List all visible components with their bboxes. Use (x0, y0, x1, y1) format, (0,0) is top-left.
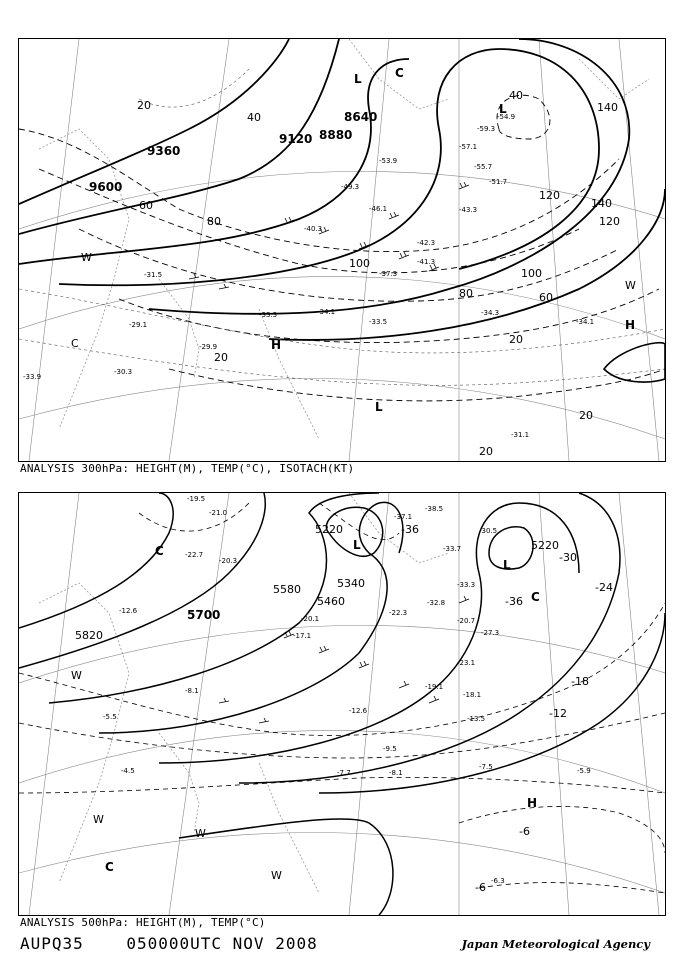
svg-text:-42.3: -42.3 (417, 239, 436, 247)
chart-code: AUPQ35 (20, 934, 84, 953)
agency-name: Japan Meteorological Agency (461, 937, 650, 951)
svg-text:-12.6: -12.6 (119, 607, 138, 615)
svg-text:-8.1: -8.1 (389, 769, 403, 777)
height-label-8640: 8640 (344, 110, 378, 124)
isotach-label: 40 (509, 89, 523, 102)
svg-text:-12.6: -12.6 (349, 707, 368, 715)
isotach-label: 20 (509, 333, 523, 346)
svg-text:-33.5: -33.5 (369, 318, 388, 326)
isotach-label: 120 (599, 215, 620, 228)
map-500-canvas (19, 493, 665, 915)
svg-text:-6.3: -6.3 (491, 877, 505, 885)
svg-text:-32.8: -32.8 (427, 599, 446, 607)
svg-text:-37.1: -37.1 (394, 513, 413, 521)
cold-center: C (531, 590, 540, 604)
height-label-5700: 5700 (187, 608, 221, 622)
svg-text:-31.5: -31.5 (144, 271, 163, 279)
low-center: L (499, 102, 507, 116)
isotach-label: 140 (597, 101, 618, 114)
low-center: L (353, 538, 361, 552)
svg-text:-29.9: -29.9 (199, 343, 218, 351)
upper-chart-caption: ANALYSIS 300hPa: HEIGHT(M), TEMP(°C), ISOTACH(KT) (20, 462, 355, 475)
svg-text:-46.1: -46.1 (369, 205, 388, 213)
warm-center: W (625, 279, 636, 292)
coastline (39, 493, 449, 893)
height-label-5340: 5340 (337, 577, 365, 590)
station-temperatures (103, 495, 591, 885)
high-center: H (625, 318, 636, 332)
chart-timestamp: 050000UTC NOV 2008 (126, 934, 318, 953)
svg-text:-4.5: -4.5 (121, 767, 135, 775)
isotherm-label: -36 (401, 523, 419, 536)
svg-text:-34.1: -34.1 (317, 308, 336, 316)
isotach-label: 80 (207, 215, 221, 228)
cold-center: C (155, 544, 164, 558)
high-center: H (271, 338, 282, 352)
svg-text:-33.9: -33.9 (23, 373, 42, 381)
svg-text:-30.3: -30.3 (114, 368, 133, 376)
isotach-label: 80 (459, 287, 473, 300)
svg-text:-8.1: -8.1 (185, 687, 199, 695)
svg-text:-31.1: -31.1 (511, 431, 530, 439)
isotach-label: 120 (539, 189, 560, 202)
cold-center: C (71, 337, 79, 350)
warm-center: W (71, 669, 82, 682)
svg-text:-33.7: -33.7 (443, 545, 462, 553)
svg-text:-19.1: -19.1 (425, 683, 444, 691)
isotherm-contours (19, 69, 665, 385)
map-300-canvas (19, 39, 665, 461)
svg-text:-27.3: -27.3 (481, 629, 500, 637)
svg-text:-22.7: -22.7 (185, 551, 204, 559)
svg-text:-18.1: -18.1 (463, 691, 482, 699)
low-center: L (375, 400, 383, 414)
svg-text:-7.5: -7.5 (479, 763, 493, 771)
svg-text:-23.1: -23.1 (457, 659, 476, 667)
cold-center: C (105, 860, 114, 874)
low-center: L (503, 558, 511, 572)
wind-barbs (219, 596, 469, 723)
svg-text:-59.3: -59.3 (477, 125, 496, 133)
isotherm-label: -30 (559, 551, 577, 564)
isotach-label: 60 (139, 199, 153, 212)
analysis-300hpa-map (18, 38, 666, 462)
analysis-500hpa-map (18, 492, 666, 916)
svg-text:-37.3: -37.3 (379, 270, 398, 278)
svg-text:-22.3: -22.3 (389, 609, 408, 617)
warm-center: W (271, 869, 282, 882)
svg-text:-20.1: -20.1 (301, 615, 320, 623)
svg-text:-43.3: -43.3 (459, 206, 478, 214)
svg-text:-33.3: -33.3 (259, 311, 278, 319)
isotach-label: 60 (539, 291, 553, 304)
low-center: L (354, 72, 362, 86)
isotach-label: 20 (579, 409, 593, 422)
svg-text:-38.5: -38.5 (425, 505, 444, 513)
svg-text:-40.3: -40.3 (304, 225, 323, 233)
svg-text:-34.3: -34.3 (481, 309, 500, 317)
svg-text:-7.7: -7.7 (337, 769, 351, 777)
isotherm-label: -36 (505, 595, 523, 608)
svg-text:-29.1: -29.1 (129, 321, 148, 329)
height-label-5580: 5580 (273, 583, 301, 596)
svg-text:-41.3: -41.3 (417, 258, 436, 266)
svg-text:-17.1: -17.1 (293, 632, 312, 640)
isotach-label: 100 (521, 267, 542, 280)
isotach-label: 20 (479, 445, 493, 458)
high-center: H (527, 796, 538, 810)
isotherm-label: -24 (595, 581, 613, 594)
svg-text:-20.3: -20.3 (219, 557, 238, 565)
isotach-label: 20 (137, 99, 151, 112)
svg-text:-51.7: -51.7 (489, 178, 508, 186)
svg-text:-5.9: -5.9 (577, 767, 591, 775)
station-temperatures (23, 113, 594, 439)
chart-footer (20, 934, 318, 953)
lower-chart-caption: ANALYSIS 500hPa: HEIGHT(M), TEMP(°C) (20, 916, 266, 929)
isotach-label: 140 (591, 197, 612, 210)
svg-text:-9.5: -9.5 (383, 745, 397, 753)
isotach-label: 20 (214, 351, 228, 364)
svg-text:-57.1: -57.1 (459, 143, 478, 151)
height-label-9120: 9120 (279, 132, 313, 146)
svg-text:-13.5: -13.5 (467, 715, 486, 723)
svg-text:-49.3: -49.3 (341, 183, 360, 191)
isotach-label: 100 (349, 257, 370, 270)
warm-center: W (81, 251, 92, 264)
wind-barbs (189, 182, 469, 289)
svg-text:-30.5: -30.5 (479, 527, 498, 535)
svg-text:-54.9: -54.9 (497, 113, 516, 121)
cold-center: C (395, 66, 404, 80)
height-label-9600: 9600 (89, 180, 123, 194)
warm-center: W (93, 813, 104, 826)
isotherm-label: -6 (475, 881, 486, 894)
height-label-8880: 8880 (319, 128, 353, 142)
warm-center: W (195, 827, 206, 840)
svg-text:-5.5: -5.5 (103, 713, 117, 721)
isotherm-label: -6 (519, 825, 530, 838)
svg-text:-21.0: -21.0 (209, 509, 228, 517)
isotherm-label: -12 (549, 707, 567, 720)
isotherm-label: -18 (571, 675, 589, 688)
height-label-5220: 5220 (531, 539, 559, 552)
height-label-9360: 9360 (147, 144, 181, 158)
isotach-label: 40 (247, 111, 261, 124)
svg-text:-34.1: -34.1 (576, 318, 595, 326)
height-label-5460: 5460 (317, 595, 345, 608)
height-label-5220: 5220 (315, 523, 343, 536)
height-label-5820: 5820 (75, 629, 103, 642)
svg-text:-20.7: -20.7 (457, 617, 476, 625)
svg-text:-53.9: -53.9 (379, 157, 398, 165)
svg-text:-33.3: -33.3 (457, 581, 476, 589)
svg-text:-55.7: -55.7 (474, 163, 493, 171)
svg-text:-19.5: -19.5 (187, 495, 206, 503)
